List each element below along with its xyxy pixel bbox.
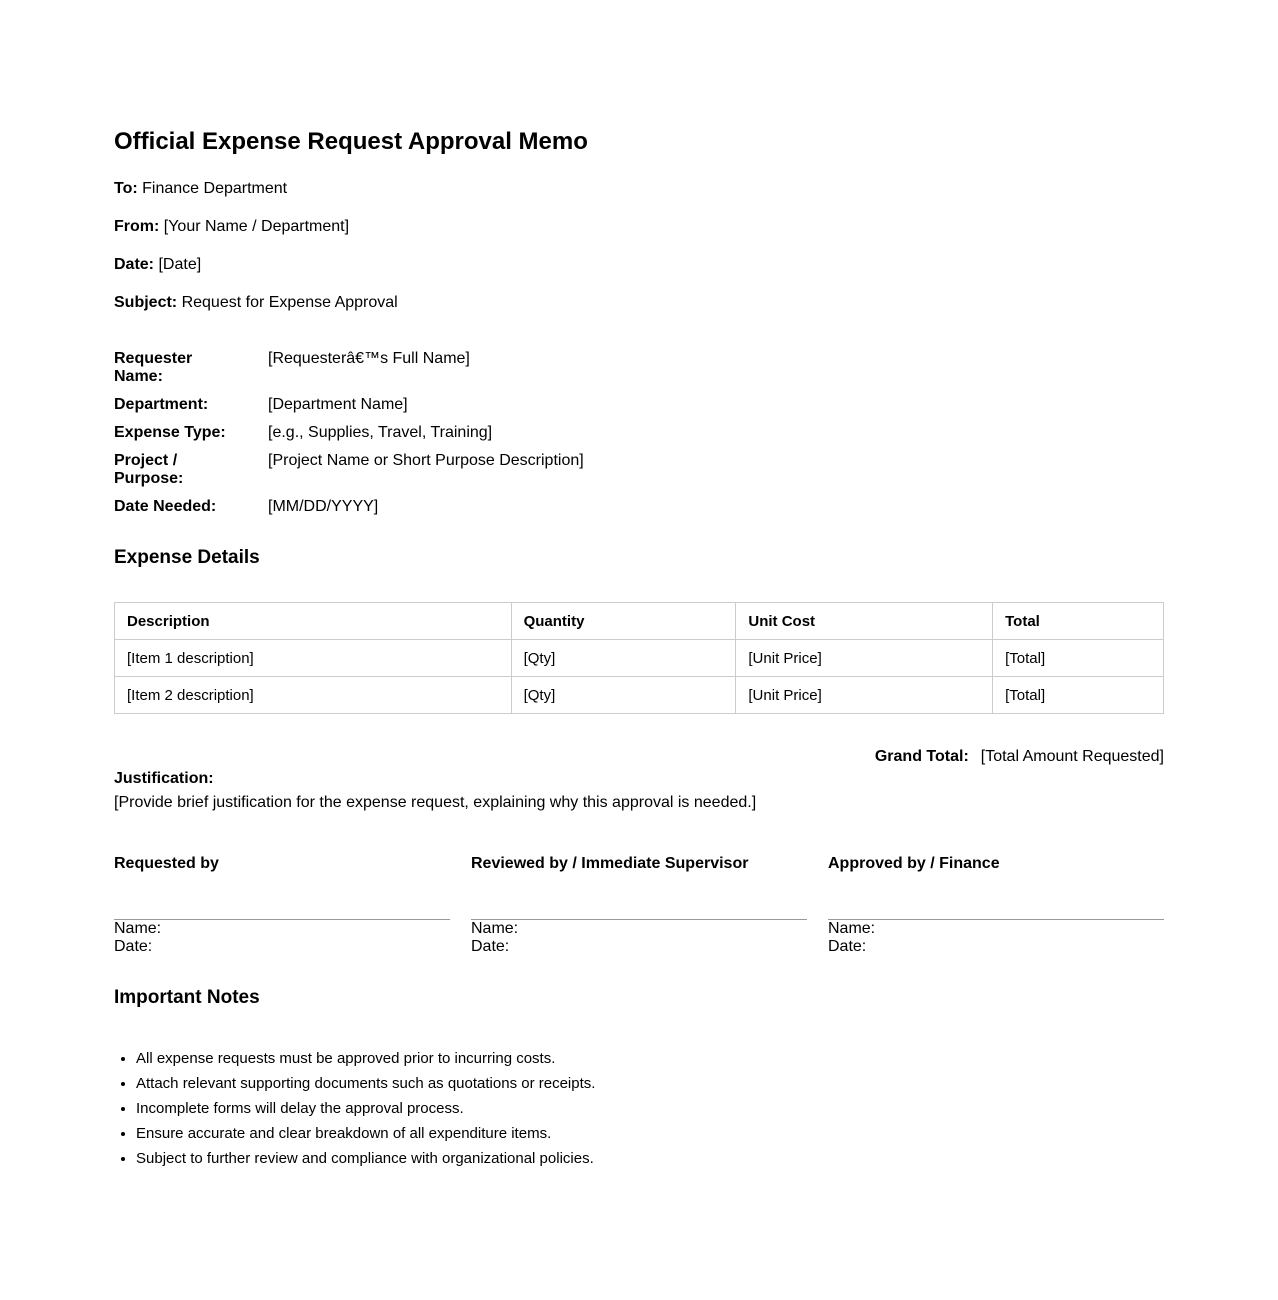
info-label: Date Needed: [114, 498, 217, 515]
list-item: • Incomplete forms will delay the approval process. [136, 1096, 595, 1121]
grand-total-label: Grand Total: [874, 748, 969, 765]
info-value: [Project Name or Short Purpose Description] [268, 452, 584, 469]
signature-requested-by [114, 855, 450, 956]
grand-total [875, 748, 1164, 766]
table-cell: [Unit Price] [736, 677, 993, 714]
page-title: Official Expense Request Approval Memo [114, 128, 588, 155]
memo-to-label: To: [114, 180, 138, 197]
table-cell: [Qty] [511, 640, 736, 677]
signature-reviewed-by [471, 855, 807, 956]
memo-subject-value: Request for Expense Approval [181, 294, 398, 311]
table-cell: [Unit Price] [736, 640, 993, 677]
signature-approved-by [828, 855, 1164, 956]
info-row-department [114, 396, 714, 414]
memo-date [114, 256, 201, 274]
list-item: • Ensure accurate and clear breakdown of all expenditure items. [136, 1121, 595, 1146]
signature-date-label: Date: [114, 938, 153, 955]
memo-subject-label: Subject: [114, 294, 178, 311]
memo-from [114, 218, 349, 236]
column-header: Total [993, 603, 1164, 640]
signature-title: Reviewed by / Immediate Supervisor [471, 855, 749, 872]
info-label: Expense Type: [114, 424, 226, 441]
signature-title: Approved by / Finance [828, 855, 1000, 872]
table-cell: [Item 2 description] [115, 677, 512, 714]
info-label: Department: [114, 396, 209, 413]
signature-name-label: Name: [471, 920, 519, 937]
info-row-project-purpose [114, 452, 714, 488]
signature-name-label: Name: [828, 920, 876, 937]
expense-table [114, 602, 1164, 714]
requester-info [114, 350, 714, 526]
info-value: [e.g., Supplies, Travel, Training] [268, 424, 493, 441]
table-cell: [Total] [993, 677, 1164, 714]
memo-date-label: Date: [114, 256, 155, 273]
memo-to-value: Finance Department [142, 180, 288, 197]
info-value: [Requesterâ€™s Full Name] [268, 350, 470, 367]
important-notes-heading: Important Notes [114, 987, 260, 1008]
signature-date-label: Date: [828, 938, 867, 955]
table-row [115, 677, 1164, 714]
table-row [115, 640, 1164, 677]
justification-label: Justification: [114, 770, 214, 787]
table-cell: [Total] [993, 640, 1164, 677]
list-item: • All expense requests must be approved prior to incurring costs. [136, 1046, 595, 1071]
info-value: [Department Name] [268, 396, 408, 413]
info-row-date-needed [114, 498, 714, 516]
info-row-requester-name [114, 350, 714, 386]
signature-date-label: Date: [471, 938, 510, 955]
signature-title: Requested by [114, 855, 219, 872]
list-item: • Attach relevant supporting documents such as quotations or receipts. [136, 1071, 595, 1096]
memo-subject [114, 294, 398, 312]
grand-total-value: [Total Amount Requested] [980, 748, 1164, 765]
info-label: Requester Name: [114, 350, 193, 385]
expense-details-heading: Expense Details [114, 547, 260, 568]
justification-text: [Provide brief justification for the expense request, explaining why this approval is needed.] [114, 794, 757, 811]
memo-date-value: [Date] [158, 256, 202, 273]
info-value: [MM/DD/YYYY] [268, 498, 379, 515]
important-notes-list [114, 1046, 595, 1171]
column-header: Quantity [511, 603, 736, 640]
column-header: Description [115, 603, 512, 640]
memo-from-value: [Your Name / Department] [163, 218, 350, 235]
memo-to [114, 180, 287, 198]
table-cell: [Item 1 description] [115, 640, 512, 677]
column-header: Unit Cost [736, 603, 993, 640]
info-label: Project / Purpose: [114, 452, 184, 487]
list-item: • Subject to further review and compliance with organizational policies. [136, 1146, 595, 1171]
signature-name-label: Name: [114, 920, 162, 937]
info-row-expense-type [114, 424, 714, 442]
table-header-row [115, 603, 1164, 640]
table-cell: [Qty] [511, 677, 736, 714]
memo-from-label: From: [114, 218, 160, 235]
